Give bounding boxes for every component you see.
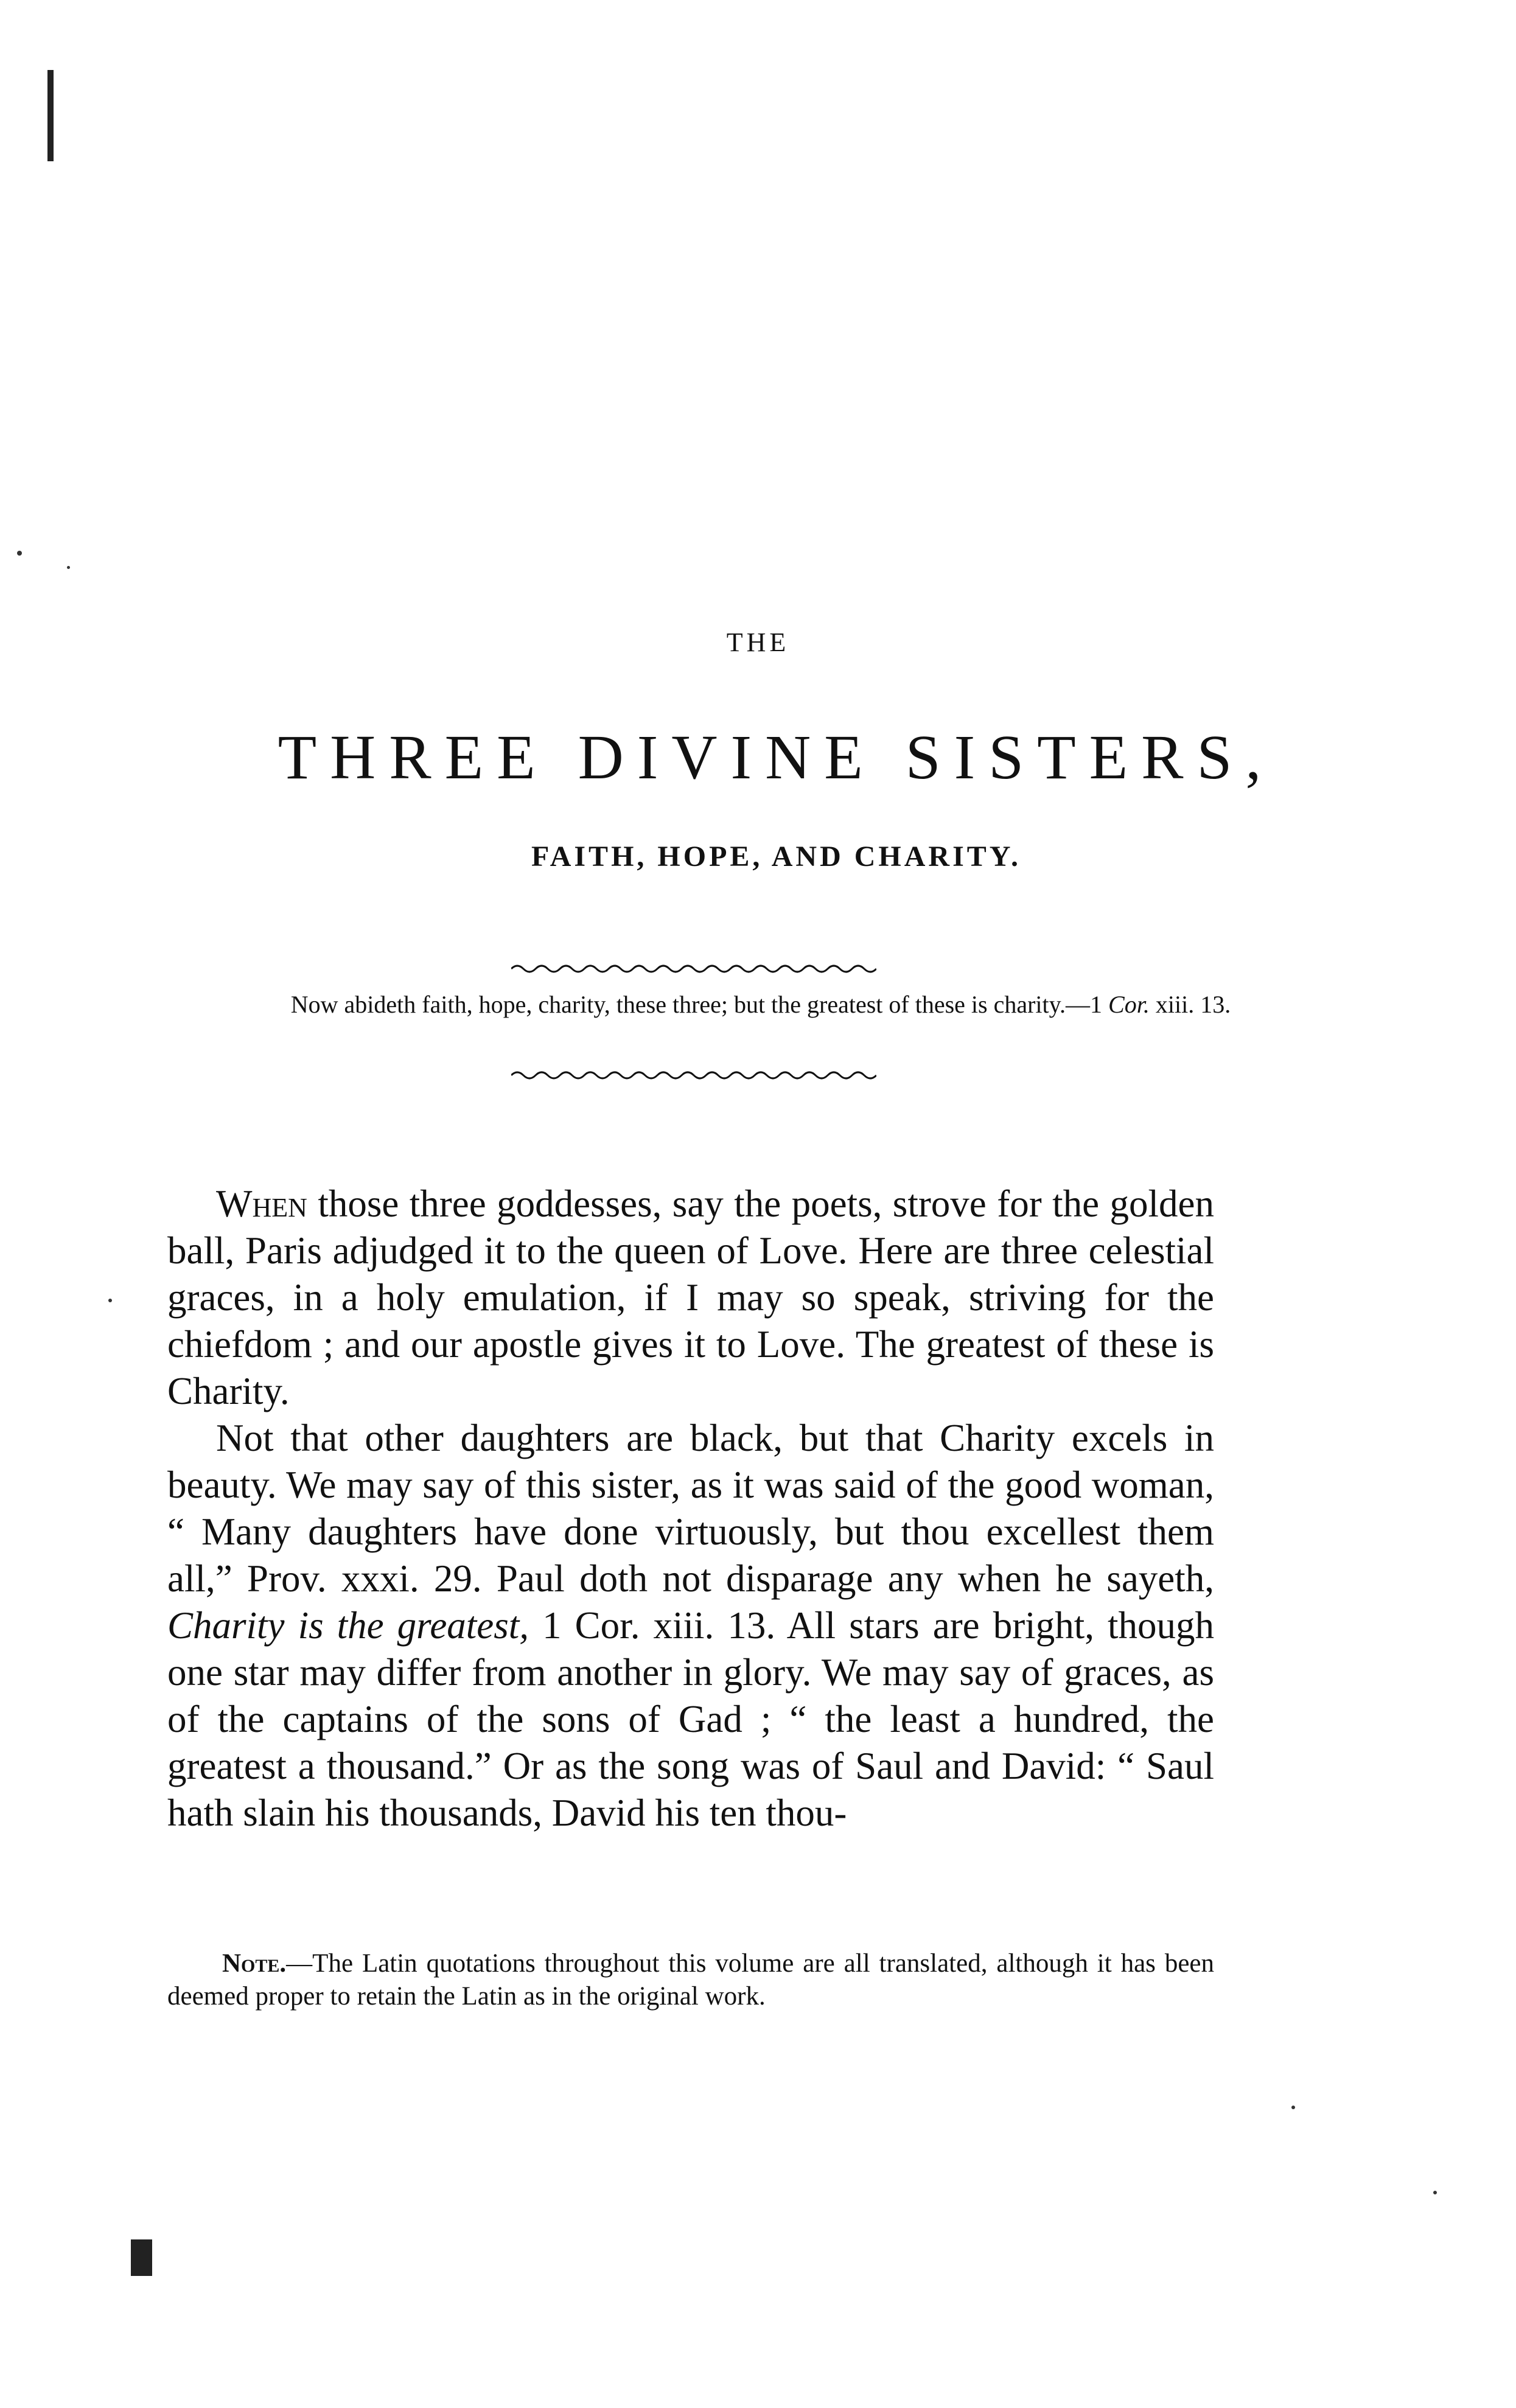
scan-speck — [1433, 2191, 1437, 2194]
paragraph-2-italic: Charity is the greatest, — [167, 1604, 529, 1647]
paragraph-2-text-b: 1 Cor. xiii. 13. All stars are bright, though one star may differ from another in glory. We may say of graces, as of the captains of the sons of Gad ; “ the least a hundred, the greatest a thousand.” Or as the song was of Saul and David: “ Saul hath slain his thousands, David his ten thou- — [167, 1604, 1215, 1834]
paragraph-1 — [167, 1181, 1214, 1415]
epigraph-ref-verse: xiii. 13. — [1155, 991, 1231, 1018]
scan-speck — [17, 551, 22, 556]
scan-edge-mark-bottom — [131, 2239, 152, 2276]
epigraph — [274, 989, 1248, 1021]
footnote-text: —The Latin quotations throughout this volume are all translated, although it has been deemed proper to retain the Latin as in the original work. — [167, 1949, 1214, 2011]
scan-speck — [67, 566, 70, 569]
epigraph-ref-book: Cor. — [1108, 991, 1150, 1018]
scan-speck — [108, 1299, 112, 1302]
page-subtitle: FAITH, HOPE, AND CHARITY. — [531, 840, 1022, 873]
scan-edge-mark-top — [47, 70, 54, 161]
page-title: THREE DIVINE SISTERS, — [278, 722, 1275, 792]
ornamental-rule-top — [511, 961, 876, 976]
paragraph-2-text-a: Not that other daughters are black, but that Charity excels in beauty. We may say of this sister, as it was said of the good woman, “ Many daughters have done virtuously, but thou excellest them all,” Prov. xxxi. 29. Paul doth not disparage any when he sayeth, — [167, 1417, 1214, 1600]
paragraph-2 — [167, 1415, 1214, 1837]
footnote — [167, 1947, 1214, 2013]
epigraph-text: Now abideth faith, hope, charity, these three; but the greatest of these is charity.—1 — [290, 991, 1103, 1018]
ornamental-rule-bottom — [511, 1068, 876, 1083]
paragraph-1-dropword: When — [216, 1182, 307, 1225]
heading-the: THE — [726, 627, 790, 657]
scan-speck — [1291, 2106, 1295, 2109]
footnote-label: Note. — [222, 1949, 287, 1978]
paragraph-1-text: those three goddesses, say the poets, strove for the golden ball, Paris adjudged it to the queen of Love. Here are three celestial graces, in a holy emulation, if I may so speak, striving for the chiefdom ; and our apostle gives it to Love. The greatest of these is Charity. — [167, 1182, 1214, 1412]
body-text — [167, 1181, 1214, 1837]
